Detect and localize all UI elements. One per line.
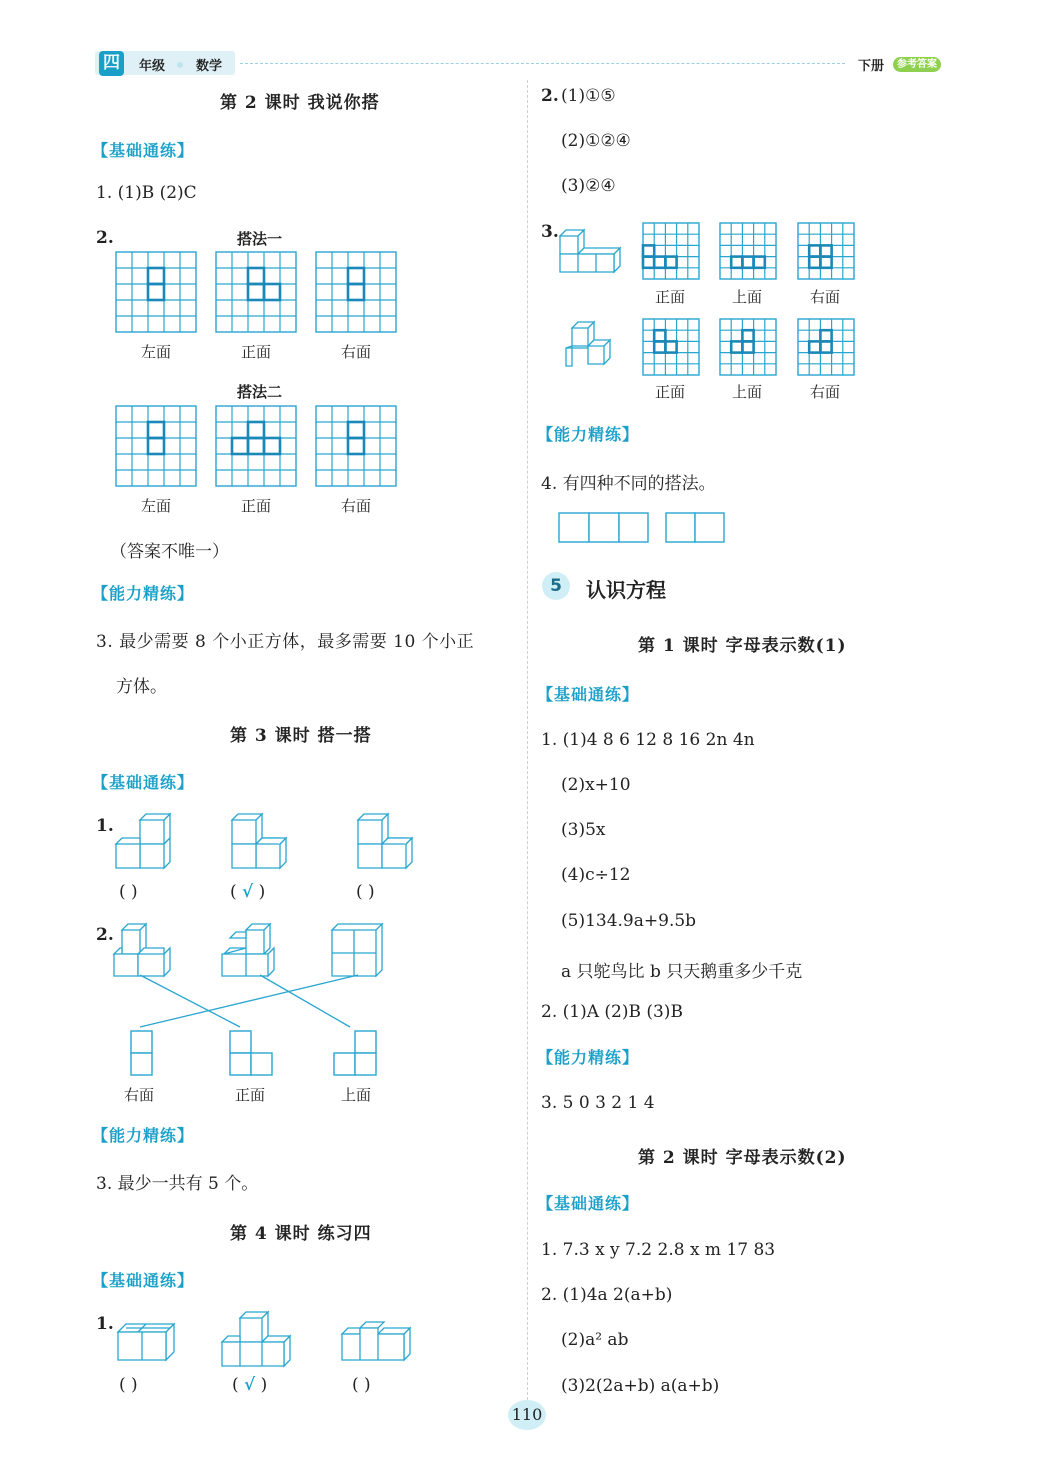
lesson3-q3: 3. 最少一共有 5 个。 — [96, 1174, 259, 1194]
method2-front-caption: 正面 — [241, 497, 272, 515]
u1-q3: 3. 5 0 3 2 1 4 — [541, 1093, 655, 1113]
right-q3-row2-front-grid — [642, 318, 700, 376]
right-q3-row1-top-grid — [719, 222, 777, 280]
method1-label: 搭法一 — [237, 230, 283, 248]
u1-q1-line4: (4)c÷12 — [561, 865, 631, 885]
u1-basic-heading: 【基础通练】 — [537, 685, 640, 704]
right-q3-figure-b — [562, 320, 622, 370]
lesson4-basic-heading: 【基础通练】 — [92, 1271, 195, 1290]
right-q3-row2-right-grid — [797, 318, 855, 376]
u2-q2-line2: (2)a² ab — [561, 1330, 629, 1350]
right-q3-num: 3. — [541, 222, 559, 242]
lesson3-q1-answer-a: ( ) — [119, 882, 138, 902]
subject-label: 数学 — [196, 59, 223, 74]
lesson3-q2-label-front: 正面 — [235, 1086, 266, 1104]
unit-title: 认识方程 — [586, 578, 666, 602]
u1-q1-line5: (5)134.9a+9.5b — [561, 911, 697, 931]
lesson4-q1-figure-b — [218, 1310, 298, 1365]
method1-left-grid — [115, 251, 197, 333]
lesson3-q2-view-right — [130, 1030, 154, 1078]
right-q2-a: (1)①⑤ — [561, 86, 616, 106]
lesson3-q1-figure-b — [222, 812, 292, 872]
right-q3-row2-label-front: 正面 — [655, 383, 686, 401]
right-q4-strip-three — [558, 512, 650, 544]
lesson2-basic-heading: 【基础通练】 — [92, 141, 195, 160]
right-q3-row1-front-grid — [642, 222, 700, 280]
right-q2-c: (3)②④ — [561, 176, 616, 196]
right-ability-heading: 【能力精练】 — [537, 425, 640, 444]
lesson3-q2-view-top — [333, 1030, 381, 1078]
method1-left-caption: 左面 — [141, 343, 172, 361]
method1-front-grid — [215, 251, 297, 333]
lesson4-q1-answer-b-text: ( √ ) — [232, 1375, 268, 1395]
lesson3-ability-heading: 【能力精练】 — [92, 1126, 195, 1145]
header-rule — [240, 63, 845, 64]
right-q2-b: (2)①②④ — [561, 131, 631, 151]
right-q3-row2-top-grid — [719, 318, 777, 376]
lesson2-title: 第 2 课时 我说你搭 — [220, 93, 380, 113]
method1-right-grid — [315, 251, 397, 333]
answer-tag: 参考答案 — [893, 57, 941, 72]
right-q3-row1-right-grid — [797, 222, 855, 280]
right-q2-num: 2. — [541, 86, 559, 106]
right-q3-row2-label-right: 右面 — [810, 383, 841, 401]
lesson4-q1-figure-a — [112, 1320, 182, 1365]
u1-q1-line2: (2)x+10 — [561, 775, 631, 795]
method2-label: 搭法二 — [237, 383, 283, 401]
lesson2-note: （答案不唯一） — [110, 542, 229, 562]
column-divider — [527, 80, 528, 1400]
header-dot — [177, 62, 183, 68]
lesson4-q1-answer-b — [232, 1375, 267, 1395]
lesson2-q3-line1: 3. 最少需要 8 个小正方体，最多需要 10 个小正 — [96, 632, 475, 652]
lesson4-q1-num: 1. — [96, 1314, 114, 1334]
lesson3-basic-heading: 【基础通练】 — [92, 773, 195, 792]
lesson3-q1-figure-c — [350, 812, 420, 872]
unit-number-badge: 5 — [542, 572, 570, 600]
lesson3-q1-figure-a — [110, 812, 180, 872]
right-q3-row2-label-top: 上面 — [732, 383, 763, 401]
lesson3-title: 第 3 课时 搭一搭 — [230, 726, 372, 746]
lesson4-title: 第 4 课时 练习四 — [230, 1224, 372, 1244]
page-number: 110 — [508, 1400, 546, 1430]
right-q3-row1-label-front: 正面 — [655, 288, 686, 306]
right-q3-row1-label-top: 上面 — [732, 288, 763, 306]
u2-title: 第 2 课时 字母表示数(2) — [638, 1148, 847, 1168]
u1-q2: 2. (1)A (2)B (3)B — [541, 1002, 683, 1022]
u2-q2-line1: 2. (1)4a 2(a+b) — [541, 1285, 673, 1305]
u1-ability-heading: 【能力精练】 — [537, 1048, 640, 1067]
u1-q1-line1: 1. (1)4 8 6 12 8 16 2n 4n — [541, 730, 755, 750]
lesson2-ability-heading: 【能力精练】 — [92, 584, 195, 603]
lesson3-q1-answer-c: ( ) — [356, 882, 375, 902]
u1-q1-line6: a 只鸵鸟比 b 只天鹅重多少千克 — [561, 962, 803, 982]
method2-left-grid — [115, 405, 197, 487]
method2-right-caption: 右面 — [341, 497, 372, 515]
lesson2-q2-num: 2. — [96, 228, 114, 248]
u1-title: 第 1 课时 字母表示数(1) — [638, 636, 847, 656]
right-q3-row1-label-right: 右面 — [810, 288, 841, 306]
lesson3-q2-label-right: 右面 — [124, 1086, 155, 1104]
lesson2-q3-line2: 方体。 — [116, 677, 167, 697]
lesson4-q1-answer-c: ( ) — [352, 1375, 371, 1395]
right-q4-strip-two — [665, 512, 727, 544]
lesson3-q1-num: 1. — [96, 816, 114, 836]
right-q4: 4. 有四种不同的搭法。 — [541, 474, 716, 494]
grade-label: 年级 — [139, 59, 166, 74]
u2-q2-line3: (3)2(2a+b) a(a+b) — [561, 1376, 720, 1396]
lesson4-q1-figure-c — [338, 1320, 418, 1365]
lesson3-q2-label-top: 上面 — [341, 1086, 372, 1104]
method1-right-caption: 右面 — [341, 343, 372, 361]
lesson4-q1-answer-a: ( ) — [119, 1375, 138, 1395]
method2-front-grid — [215, 405, 297, 487]
method2-left-caption: 左面 — [141, 497, 172, 515]
lesson2-q1: 1. (1)B (2)C — [96, 183, 197, 203]
right-q3-figure-a — [556, 226, 626, 274]
lesson3-q2-num: 2. — [96, 925, 114, 945]
method2-right-grid — [315, 405, 397, 487]
u1-q1-line3: (3)5x — [561, 820, 606, 840]
lesson3-q2-view-front — [229, 1030, 277, 1078]
grade-badge: 四 — [99, 51, 124, 76]
lesson3-q1-answer-b — [230, 882, 265, 902]
method1-front-caption: 正面 — [241, 343, 272, 361]
volume-label: 下册 — [858, 59, 885, 74]
lesson3-q1-answer-b-text: ( √ ) — [230, 882, 266, 902]
u2-q1: 1. 7.3 x y 7.2 2.8 x m 17 83 — [541, 1240, 776, 1260]
u2-basic-heading: 【基础通练】 — [537, 1194, 640, 1213]
